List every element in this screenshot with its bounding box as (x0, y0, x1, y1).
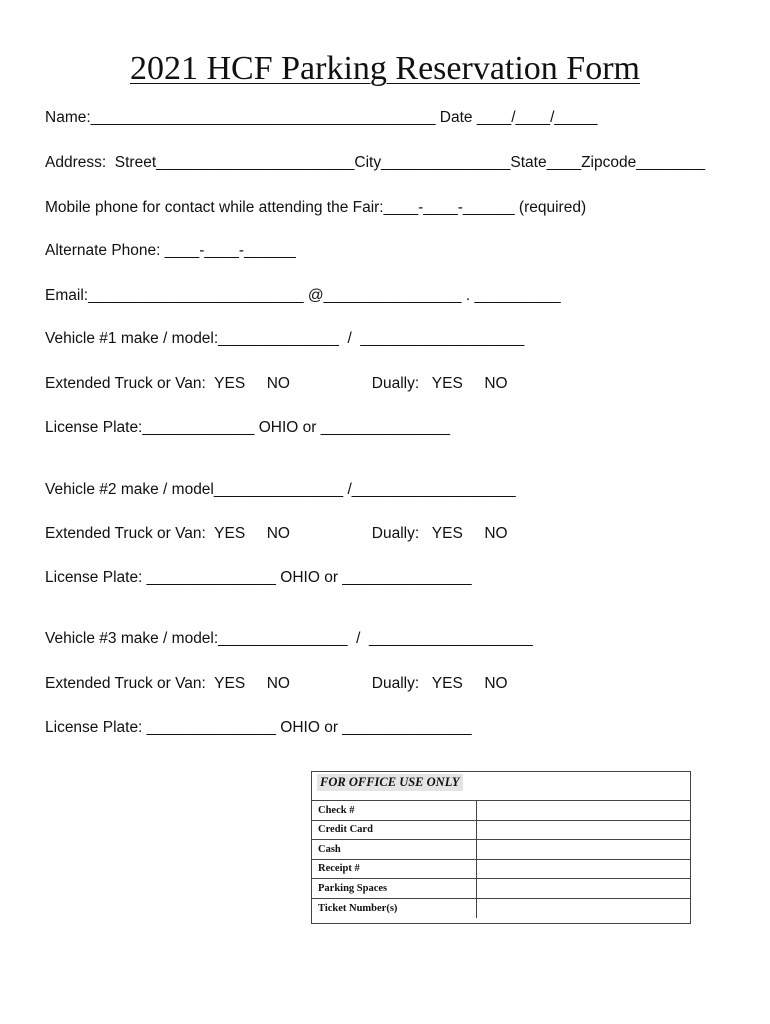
vehicle-1-model-field[interactable]: Vehicle #1 make / model:______________ / ___________________ (45, 330, 525, 347)
vehicle-1-options[interactable]: Extended Truck or Van: YES NO Dually: YES NO (45, 375, 508, 392)
office-use-table (311, 771, 691, 924)
office-row-label: Receipt # (312, 859, 476, 879)
office-row-value[interactable] (476, 820, 690, 840)
vehicle-3-plate-field[interactable]: License Plate: _______________ OHIO or _______________ (45, 719, 472, 736)
mobile-phone-field[interactable]: Mobile phone for contact while attending the Fair:____-____-______ (required) (45, 199, 587, 216)
table-row (312, 840, 690, 860)
vehicle-2-options[interactable]: Extended Truck or Van: YES NO Dually: YES NO (45, 525, 508, 542)
office-use-grid (312, 800, 690, 918)
office-row-value[interactable] (476, 879, 690, 899)
table-row (312, 801, 690, 821)
office-use-header-label: FOR OFFICE USE ONLY (317, 774, 463, 791)
office-use-header (312, 772, 690, 800)
office-row-label: Parking Spaces (312, 879, 476, 899)
office-row-value[interactable] (476, 898, 690, 918)
table-row (312, 859, 690, 879)
office-row-value[interactable] (476, 859, 690, 879)
vehicle-3-model-field[interactable]: Vehicle #3 make / model:_______________ / ___________________ (45, 630, 533, 647)
vehicle-2-plate-field[interactable]: License Plate: _______________ OHIO or _______________ (45, 569, 472, 586)
office-row-label: Ticket Number(s) (312, 898, 476, 918)
address-field[interactable]: Address: Street_______________________City_______________State____Zipcode________ (45, 154, 706, 171)
email-field[interactable]: Email:_________________________ @________________ . __________ (45, 287, 561, 304)
office-row-value[interactable] (476, 801, 690, 821)
name-date-field[interactable]: Name:________________________________________ Date ____/____/_____ (45, 109, 598, 126)
office-row-value[interactable] (476, 840, 690, 860)
table-row (312, 879, 690, 899)
page-title: 2021 HCF Parking Reservation Form (130, 50, 640, 87)
alternate-phone-field[interactable]: Alternate Phone: ____-____-______ (45, 242, 296, 259)
office-row-label: Check # (312, 801, 476, 821)
vehicle-2-model-field[interactable]: Vehicle #2 make / model_______________ /___________________ (45, 481, 516, 498)
office-row-label: Cash (312, 840, 476, 860)
vehicle-1-plate-field[interactable]: License Plate:_____________ OHIO or _______________ (45, 419, 451, 436)
vehicle-3-options[interactable]: Extended Truck or Van: YES NO Dually: YES NO (45, 675, 508, 692)
table-row (312, 820, 690, 840)
table-row (312, 898, 690, 918)
office-row-label: Credit Card (312, 820, 476, 840)
